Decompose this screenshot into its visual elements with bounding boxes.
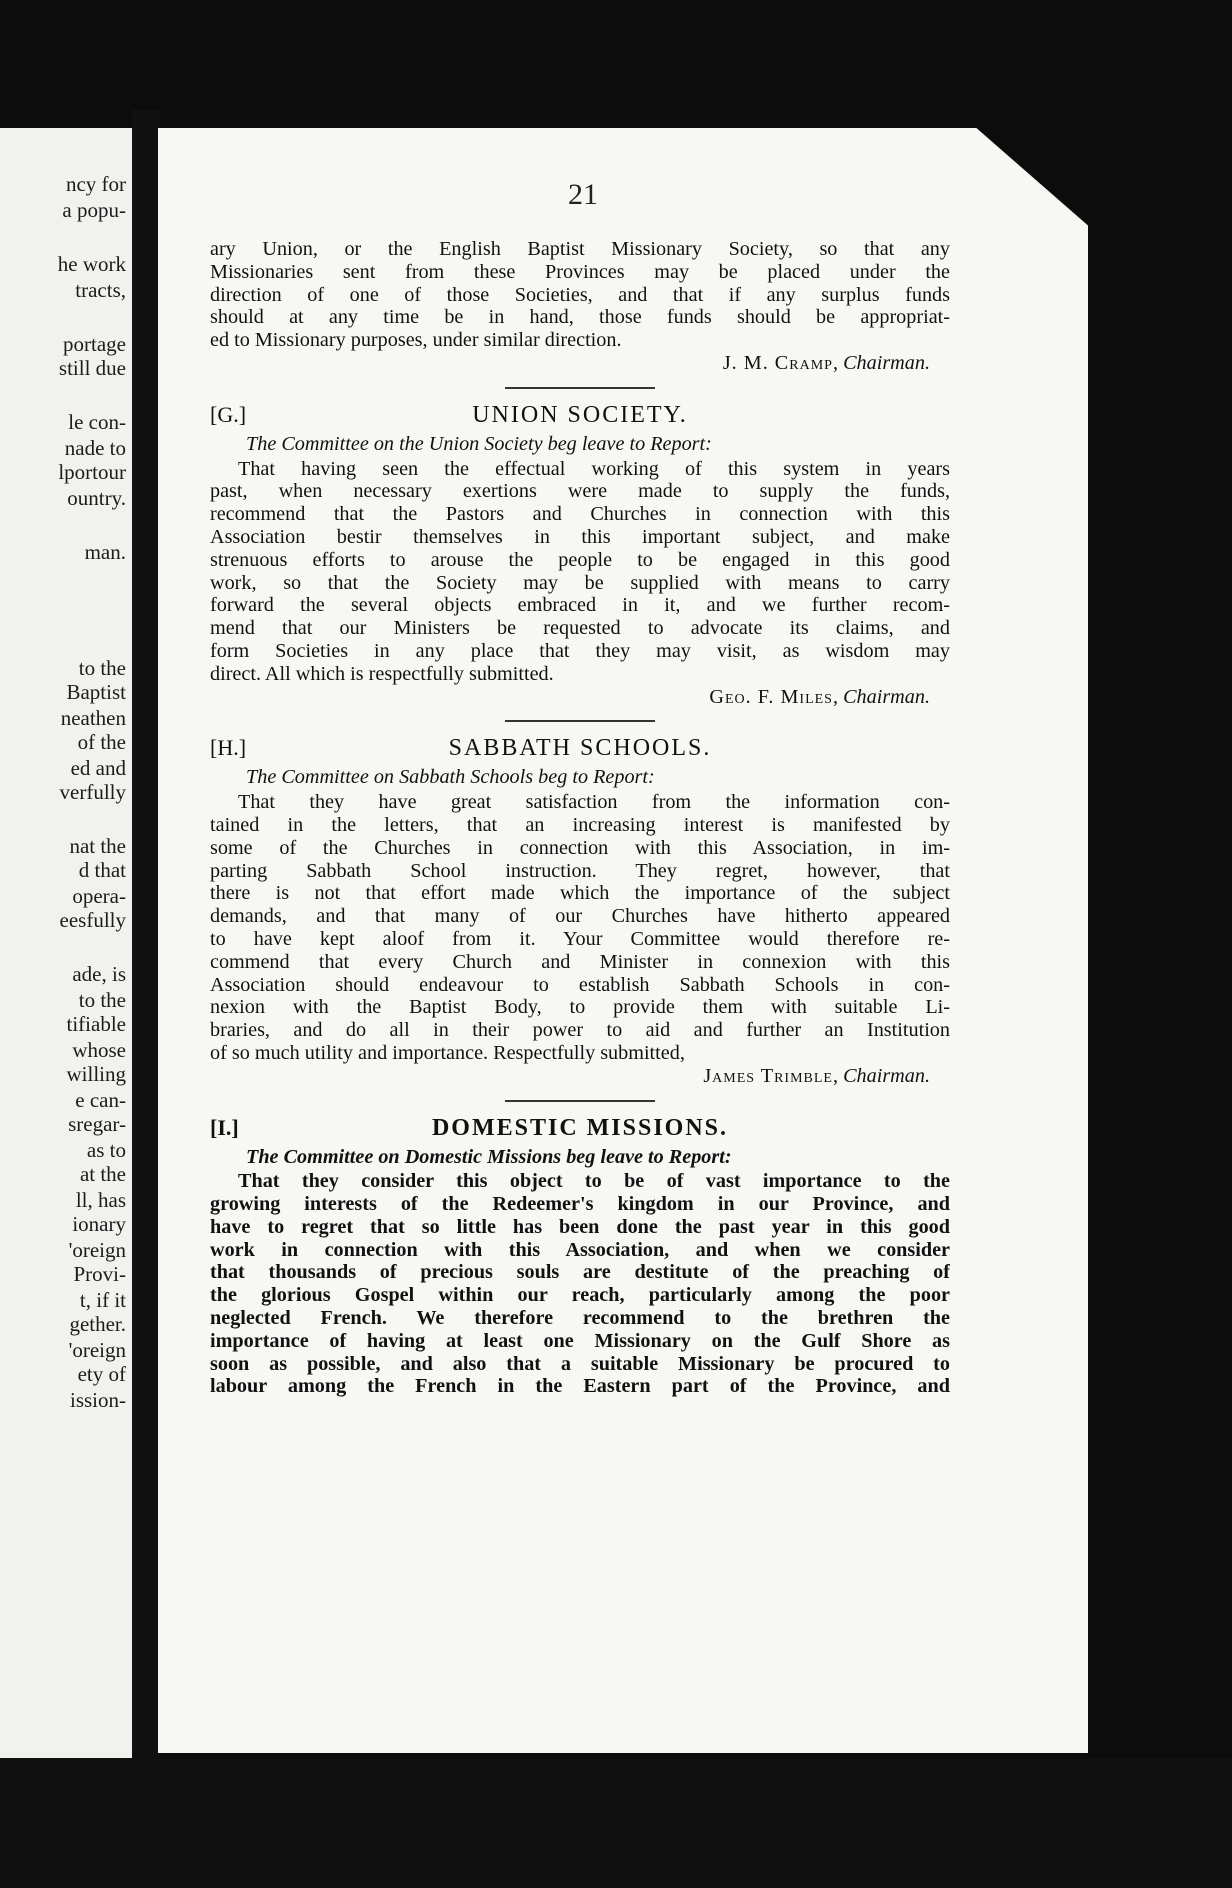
left-page-line: gether. — [69, 1312, 126, 1336]
text-line: importance of having at least one Missionary on the Gulf Shore as — [210, 1329, 950, 1352]
left-page-line: ed and — [70, 756, 126, 780]
signature-title: Chairman. — [843, 685, 930, 708]
left-page-line: ncy for — [65, 172, 126, 196]
signature-name: J. M. Cramp — [722, 351, 833, 374]
text-line: neglected French. We therefore recommend to the brethren the — [210, 1307, 950, 1330]
section-label: [H.] — [210, 735, 247, 761]
left-page-fragment — [0, 128, 132, 1758]
left-page-line: neathen — [60, 706, 126, 730]
left-page-line: ionary — [72, 1212, 126, 1236]
section-title: DOMESTIC MISSIONS. — [431, 1114, 729, 1141]
left-page-line: of the — [77, 730, 126, 754]
opening-paragraph — [210, 238, 950, 375]
left-page-line: whose — [72, 1038, 126, 1062]
left-page-line: tracts, — [75, 278, 126, 302]
text-line: have to regret that so little has been done the past year in this good — [210, 1215, 950, 1238]
left-page-line: ade, is — [72, 962, 126, 986]
section-union-society — [210, 401, 950, 709]
text-line: of so much utility and importance. Respectfully submitted, — [210, 1041, 685, 1064]
text-line: parting Sabbath School instruction. They regret, however, that — [210, 859, 950, 882]
section-heading — [210, 401, 950, 429]
text-line: past, when necessary exertions were made to supply the funds, — [210, 480, 950, 503]
text-line: commend that every Church and Minister in connexion with this — [210, 950, 950, 973]
text-line: that thousands of precious souls are destitute of the preaching of — [210, 1261, 950, 1284]
left-page-line: eesfully — [59, 908, 126, 932]
section-label: [G.] — [210, 401, 247, 427]
left-page-line: lportour — [58, 460, 126, 484]
left-page-line: Provi- — [73, 1262, 126, 1286]
text-line: work in connection with this Association, and when we consider — [210, 1238, 950, 1261]
book-gutter — [132, 110, 160, 1760]
left-page-line: sregar- — [68, 1112, 126, 1136]
signature-name: James Trimble — [703, 1064, 833, 1087]
left-page-line: ll, has — [75, 1188, 126, 1212]
text-line: That having seen the effectual working of this system in years — [238, 457, 950, 480]
text-line: demands, and that many of our Churches have hitherto appeared — [210, 905, 950, 928]
section-title: SABBATH SCHOOLS. — [448, 735, 712, 762]
left-page-line: 'oreign — [68, 1238, 126, 1262]
left-page-line: a popu- — [62, 198, 126, 222]
left-page-line: e can- — [75, 1088, 126, 1112]
left-page-line: tifiable — [66, 1012, 126, 1036]
section-heading — [210, 1114, 950, 1142]
left-page-line: Baptist — [66, 680, 126, 704]
left-page-line: to the — [78, 988, 126, 1012]
text-line: some of the Churches in connection with this Association, in im- — [210, 836, 950, 859]
left-page-line: opera- — [72, 884, 126, 908]
text-line: mend that our Ministers be requested to advocate its claims, and — [210, 617, 950, 640]
section-domestic-missions — [210, 1114, 950, 1399]
left-page-line: at the — [79, 1162, 126, 1186]
section-divider — [505, 720, 655, 722]
left-page-line: ety of — [77, 1362, 126, 1386]
text-line: labour among the French in the Eastern part of the Province, and — [210, 1375, 950, 1398]
left-page-line: verfully — [59, 780, 126, 804]
section-intro: The Committee on the Union Society beg leave to Report: — [246, 432, 712, 455]
text-line: Missionaries sent from these Provinces may be placed under the — [210, 260, 950, 283]
left-page-line: portage — [63, 332, 126, 356]
text-line: the glorious Gospel within our reach, particularly among the poor — [210, 1284, 950, 1307]
left-page-line: nat the — [69, 834, 126, 858]
left-page-line: d that — [78, 858, 126, 882]
section-heading — [210, 734, 950, 762]
text-line: should at any time be in hand, those funds should be appropriat- — [210, 306, 950, 329]
text-line: soon as possible, and also that a suitable Missionary be procured to — [210, 1352, 950, 1375]
text-line: recommend that the Pastors and Churches in connection with this — [210, 503, 950, 526]
section-divider — [505, 1100, 655, 1102]
text-line: That they consider this object to be of vast importance to the — [238, 1170, 950, 1193]
left-page-line: t, if it — [79, 1288, 126, 1312]
signature-title: Chairman. — [843, 1064, 930, 1087]
scan-border — [0, 1758, 1232, 1888]
text-line: growing interests of the Redeemer's kingdom in our Province, and — [210, 1193, 950, 1216]
text-line: direct. All which is respectfully submitted. — [210, 662, 554, 685]
section-title: UNION SOCIETY. — [472, 401, 688, 428]
section-divider — [505, 387, 655, 389]
section-intro: The Committee on Sabbath Schools beg to Report: — [246, 766, 655, 789]
signature-name: Geo. F. Miles — [709, 685, 833, 708]
left-page-line: as to — [86, 1138, 126, 1162]
text-line: form Societies in any place that they may visit, as wisdom may — [210, 639, 950, 662]
text-line: That they have great satisfaction from the information con- — [238, 791, 950, 814]
text-line: tained in the letters, that an increasing interest is manifested by — [210, 813, 950, 836]
text-line: Association should endeavour to establish Sabbath Schools in con- — [210, 973, 950, 996]
left-page-line: willing — [66, 1062, 126, 1086]
text-line: ed to Missionary purposes, under similar direction. — [210, 329, 622, 352]
left-page-line: ountry. — [67, 486, 126, 510]
left-page-line: ission- — [69, 1388, 126, 1412]
left-page-line: still due — [58, 356, 126, 380]
text-line: braries, and do all in their power to aid and further an Institution — [210, 1019, 950, 1042]
signature-title: Chairman. — [843, 351, 930, 374]
left-page-line: he work — [57, 252, 126, 276]
text-line: direction of one of those Societies, and that if any surplus funds — [210, 283, 950, 306]
signature: James Trimble, Chairman. — [703, 1064, 930, 1087]
text-line: forward the several objects embraced in it, and we further recom- — [210, 594, 950, 617]
page-content — [210, 238, 950, 1398]
text-line: there is not that effort made which the importance of the subject — [210, 882, 950, 905]
text-line: nexion with the Baptist Body, to provide them with suitable Li- — [210, 996, 950, 1019]
left-page-line: 'oreign — [68, 1338, 126, 1362]
text-line: work, so that the Society may be supplied with means to carry — [210, 571, 950, 594]
signature: Geo. F. Miles, Chairman. — [709, 685, 930, 708]
page-number: 21 — [568, 178, 598, 211]
text-line: to have kept aloof from it. Your Committee would therefore re- — [210, 927, 950, 950]
section-intro: The Committee on Domestic Missions beg leave to Report: — [246, 1145, 732, 1168]
section-sabbath-schools — [210, 734, 950, 1087]
left-page-line: le con- — [68, 410, 126, 434]
text-line: ary Union, or the English Baptist Missionary Society, so that any — [210, 238, 950, 260]
text-line: Association bestir themselves in this important subject, and make — [210, 525, 950, 548]
left-page-line: to the — [78, 656, 126, 680]
text-line: strenuous efforts to arouse the people to be engaged in this good — [210, 548, 950, 571]
left-page-line: man. — [84, 540, 126, 564]
section-label: [I.] — [210, 1114, 239, 1140]
left-page-line: nade to — [64, 436, 126, 460]
signature: J. M. Cramp, Chairman. — [722, 351, 930, 374]
